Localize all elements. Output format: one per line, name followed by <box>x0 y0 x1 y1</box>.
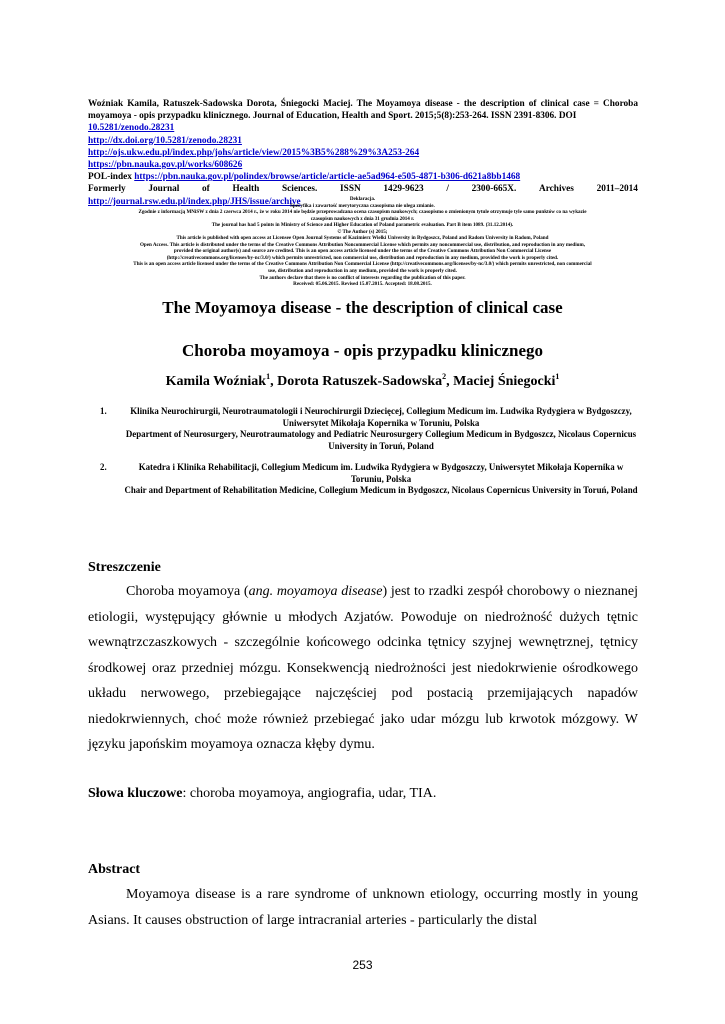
affiliation-number: 2. <box>100 462 107 472</box>
author-list: Kamila Woźniak$^1$, Dorota Ratuszek-Sadowska$^2$, Maciej Śniegocki$^1$ <box>165 372 560 389</box>
page-number: 253 <box>352 958 373 972</box>
keywords-line: Słowa kluczowe: choroba moyamoya, angiografia, udar, TIA. <box>88 786 437 801</box>
title-polish: Choroba moyamoya - opis przypadku klinicznego <box>182 341 543 360</box>
author-name: Maciej Śniegocki <box>453 374 556 389</box>
formerly-line: Formerly Journal of Health Sciences. ISSN 1429-9623 / 2300-665X. Archives 2011–2014 <box>88 184 638 195</box>
dx-doi-link[interactable]: http://dx.doi.org/10.5281/zenodo.28231 <box>88 135 242 146</box>
author-name: Dorota Ratuszek-Sadowska <box>277 374 443 389</box>
affiliation-number: 1. <box>100 406 107 416</box>
title-english: The Moyamoya disease - the description of clinical case <box>162 298 563 317</box>
keywords-label: Słowa kluczowe <box>88 786 183 801</box>
streszczenie-heading: Streszczenie <box>88 560 161 575</box>
author-affiliation-mark: 1 <box>266 372 271 381</box>
abstract-paragraph: Moyamoya disease is a rare syndrome of unknown etiology, occurring mostly in young Asians. It causes obstruction of large intracranial arteries - particularly the distal <box>88 887 638 928</box>
doi-link[interactable]: 10.5281/zenodo.28231 <box>88 123 175 134</box>
citation-text: Woźniak Kamila, Ratuszek-Sadowska Dorota, Śniegocki Maciej. The Moyamoya disease - the description of clinical case = Choroba moyamoya - opis przypadku klinicznego. Journal of Education, Health and Sport. 2015;5(8):253-264. ISSN 2391-8306. DOI 10.5281/zenodo.28231 <box>88 99 638 134</box>
abstract-heading: Abstract <box>88 862 141 877</box>
streszczenie-paragraph: Choroba moyamoya (ang. moyamoya disease) jest to rzadki zespół chorobowy o nieznanej etiologii, występujący głównie u młodych Azjatów. Powoduje on niedrożność dużych tętnic wewnątrzczaszkowych - szczególnie końcowego odcinka tętnicy szyjnej wewnętrznej, tętnicy środkowej oraz przedniej mózgu. Konsekwencją niedrożności jest niedokrwienie ośrodkowego układu nerwowego, przebiegające najczęściej pod postacią przemijających napadów niedokrwiennych, choć może również przebiegać jako udar mózgu lub krwotok mózgowy. W języku japońskim moyamoya oznacza kłęby dymu. <box>88 584 638 752</box>
ojs-article-link[interactable]: http://ojs.ukw.edu.pl/index.php/johs/article/view/2015%3B5%288%29%3A253-264 <box>88 147 420 158</box>
author-affiliation-mark: 1 <box>555 372 560 381</box>
author-name: Kamila Woźniak <box>165 374 267 389</box>
declaration-block: Deklaracja. Specyfika i zawartość merytoryczna czasopisma nie ulega zmianie. Zgodnie z informacją MNiSW z dnia 2 czerwca 2014 r., że w roku 2014 nie będzie przeprowadzana ocena czasopism naukowych; czasopismo o zmienionym tytule otrzymuje tyle samo punktów co na wykazie czasopism naukowych z dnia 31 grudnia 2014 r. The journal has had 5 points in Ministry of Science and Higher Education of Poland parametric evaluation. Part B item 1089. (31.12.2014). © The Author (s) 2015; This article is published with open access at Licensee Open Journal Systems of Kazimierz Wielki University in Bydgoszcz, Poland and Radom University in Radom, Poland Open Access. This article is distributed under the terms of the Creative Commons Attribution Noncommercial License which permits any noncommercial use, distribution, and reproduction in any medium, provided the original author(s) and source are credited. This is an open access article licensed under the terms of the Creative Commons Attribution Non Commercial License (http://creativecommons.org/licenses/by-nc/3.0/) which permits unrestricted, non commercial use, distribution and reproduction in any medium, provided the work is properly cited. This is an open access article licensed under the terms of the Creative Commons Attribution Non Commercial License (http://creativecommons.org/licenses/by-nc/3.0/) which permits unrestricted, non commercial use, distribution and reproduction in any medium, provided the work is properly cited. The authors declare that there is no conflict of interests regarding the publication of this paper. Received: 05.06.2015. Revised 15.07.2015. Accepted: 18.08.2015. <box>133 196 592 288</box>
pbn-works-link[interactable]: https://pbn.nauka.gov.pl/works/608626 <box>88 160 243 171</box>
affiliation-2: 2. Katedra i Klinika Rehabilitacji, Collegium Medicum im. Ludwika Rydygiera w Bydgoszczy, Uniwersytet Mikołaja Kopernika w Toruniu, Polska Chair and Department of Rehabilitation Medicine, Collegium Medicum in Bydgoszcz, Nicolaus Copernicus University in Toruń, Poland <box>100 462 638 496</box>
polindex-link[interactable]: https://pbn.nauka.gov.pl/polindex/browse/article/article-ae5ad964-e505-4871-b306-d621a8bb1468 <box>134 172 521 183</box>
author-affiliation-mark: 2 <box>442 372 447 381</box>
citation-block <box>88 98 638 208</box>
archive-link[interactable]: http://journal.rsw.edu.pl/index.php/JHS/issue/archive <box>88 196 301 207</box>
polindex-label: POL-index <box>88 172 132 183</box>
affiliation-1: 1. Klinika Neurochirurgii, Neurotraumatologii i Neurochirurgii Dziecięcej, Collegium Medicum im. Ludwika Rydygiera w Bydgoszczy, Uniwersytet Mikołaja Kopernika w Toruniu, Polska Department of Neurosurgery, Neurotraumatology and Pediatric Neurosurgery Collegium Medicum in Bydgoszcz, Nicolaus Copernicus University in Toruń, Poland <box>100 406 637 452</box>
